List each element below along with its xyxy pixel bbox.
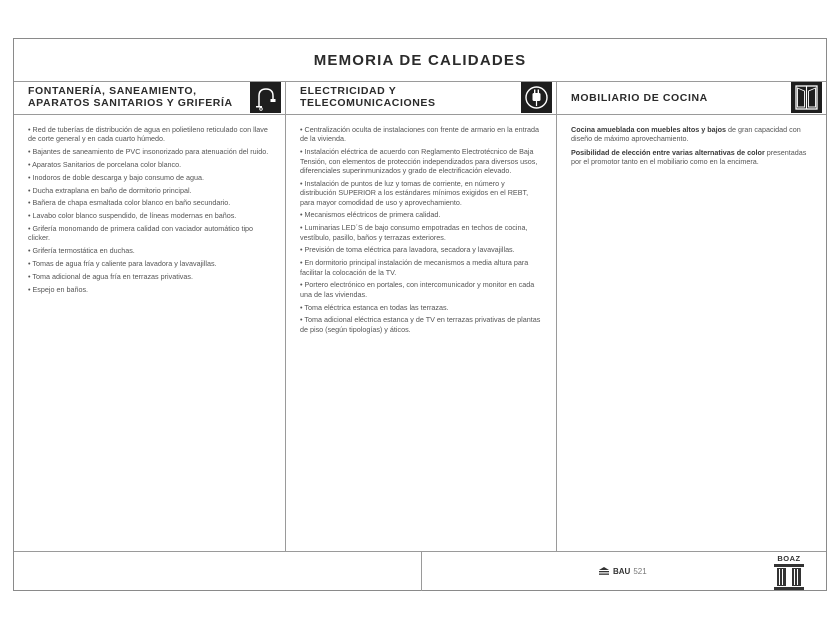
faucet-icon	[250, 82, 281, 113]
column-heading: MOBILIARIO DE COCINA	[571, 92, 708, 104]
list-item: • En dormitorio principal instalación de mecanismos a media altura para facilitar la colocación de la TV.	[300, 258, 529, 277]
column-header	[557, 81, 826, 115]
bau-logo	[598, 566, 647, 576]
kitchen-paragraph: Cocina amueblada con muebles altos y bajos de gran capacidad con diseño de máximo aprovechamiento.	[571, 125, 801, 144]
list-item: • Grifería monomando de primera calidad con vaciador automático tipo clicker.	[28, 223, 254, 243]
bau-number: 521	[633, 566, 647, 576]
kitchen-description	[557, 115, 826, 167]
quality-report-sheet	[13, 38, 827, 591]
list-item: • Tomas de agua fría y caliente para lavadora y lavavajillas.	[28, 258, 217, 268]
list-item: • Instalación eléctrica de acuerdo con Reglamento Electrotécnico de Baja Tensión, con elementos de protección independizados para diversos usos, diferenciales superinmunizados y grado de electrificación elevado.	[300, 147, 538, 176]
plumbing-column	[14, 81, 286, 551]
kitchen-paragraph: Posibilidad de elección entre varias alternativas de color presentadas por el promotor tanto en el mobiliario como en la encimera.	[571, 147, 807, 167]
electricity-list	[286, 115, 556, 334]
cabinet-icon	[791, 82, 822, 113]
column-header	[14, 81, 285, 115]
list-item: • Lavabo color blanco suspendido, de líneas modernas en baños.	[28, 211, 237, 221]
bau-wordmark: BAU	[613, 566, 631, 576]
footer	[14, 551, 826, 591]
list-item: • Mecanismos eléctricos de primera calidad.	[300, 210, 441, 220]
column-heading: ELECTRICIDAD Y TELECOMUNICACIONES	[300, 85, 436, 109]
list-item: • Espejo en baños.	[28, 284, 89, 294]
page-title: MEMORIA DE CALIDADES	[14, 39, 826, 82]
list-item: • Grifería termostática en duchas.	[28, 246, 135, 256]
list-item: • Toma adicional de agua fría en terrazas privativas.	[28, 271, 193, 281]
list-item: • Bajantes de saneamiento de PVC insonorizado para atenuación del ruido.	[28, 147, 269, 157]
plumbing-list	[14, 115, 285, 294]
list-item: • Bañera de chapa esmaltada color blanco en baño secundario.	[28, 198, 231, 208]
list-item: • Inodoros de doble descarga y bajo consumo de agua.	[28, 172, 204, 182]
footer-divider	[421, 552, 422, 591]
list-item: • Red de tuberías de distribución de agua en polietileno reticulado con llave de corte general y en cada cuarto húmedo.	[28, 125, 268, 144]
list-item: • Ducha extraplana en baño de dormitorio principal.	[28, 185, 192, 195]
boaz-logo	[772, 554, 806, 590]
list-item: • Instalación de puntos de luz y tomas de corriente, en número y distribución SUPERIOR a los estándares mínimos exigidos en el REBT, para mayor comodidad de uso y aprovechamiento.	[300, 178, 529, 207]
list-item: • Portero electrónico en portales, con intercomunicador y monitor en cada una de las viviendas.	[300, 280, 535, 299]
kitchen-column	[557, 81, 826, 551]
plug-icon	[521, 82, 552, 113]
list-item: • Toma adicional eléctrica estanca y de TV en terrazas privativas de plantas de piso (según tipologías) y áticos.	[300, 315, 541, 334]
list-item: • Centralización oculta de instalaciones con frente de armario en la entrada de la vivienda.	[300, 125, 540, 144]
list-item: • Luminarias LED´S de bajo consumo empotradas en techos de cocina, vestíbulo, pasillo, baños y terrazas exteriores.	[300, 223, 528, 242]
columns-icon	[772, 564, 806, 590]
list-item: • Previsión de toma eléctrica para lavadora, secadora y lavavajillas.	[300, 245, 515, 255]
electricity-column	[286, 81, 557, 551]
column-heading: FONTANERÍA, SANEAMIENTO, APARATOS SANITARIOS Y GRIFERÍA	[28, 85, 233, 109]
column-header	[286, 81, 556, 115]
building-icon	[598, 566, 610, 576]
list-item: • Toma eléctrica estanca en todas las terrazas.	[300, 302, 449, 312]
list-item: • Aparatos Sanitarios de porcelana color blanco.	[28, 160, 182, 169]
boaz-wordmark: BOAZ	[777, 554, 801, 563]
